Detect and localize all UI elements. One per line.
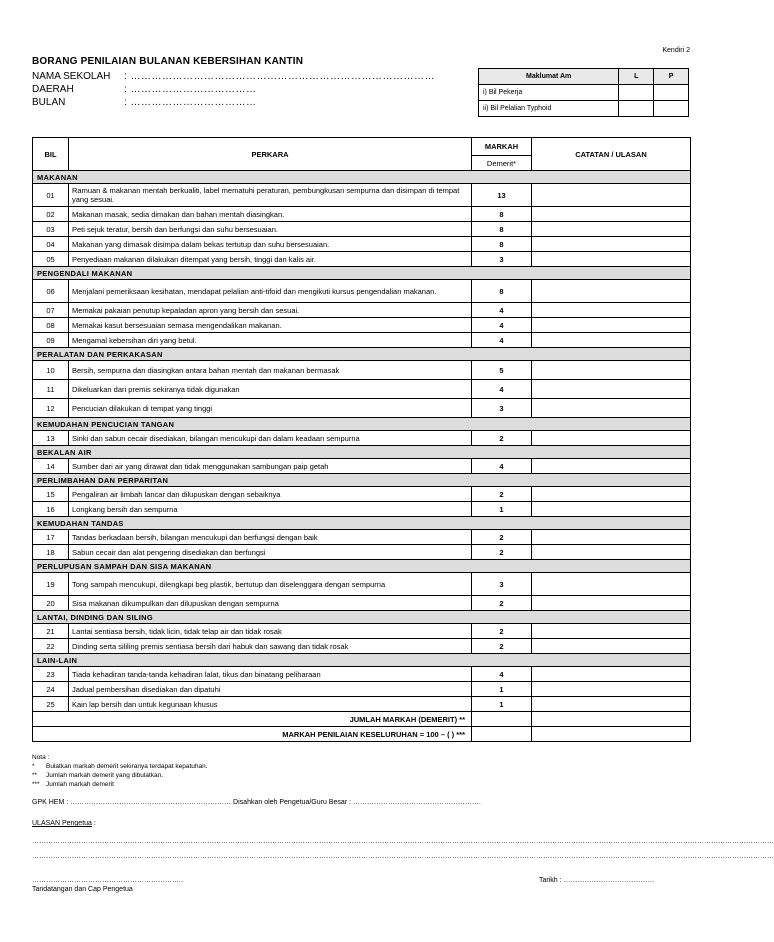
table-row — [33, 624, 691, 639]
info-table — [478, 68, 689, 117]
section-title: LANTAI, DINDING DAN SILING — [33, 611, 691, 624]
item-demerit-mark[interactable]: 2 — [472, 431, 532, 446]
item-description: Tiada kehadiran tanda-tanda kehadiran lalat, tikus dan binatang peliharaan — [69, 667, 472, 682]
header-perkara: PERKARA — [69, 138, 472, 171]
item-description: Lantai sentiasa bersih, tidak licin, tidak telap air dan tidak rosak — [69, 624, 472, 639]
item-remark-cell[interactable] — [532, 280, 691, 303]
table-row — [33, 639, 691, 654]
table-row — [33, 487, 691, 502]
item-remark-cell[interactable] — [532, 237, 691, 252]
notes-title: Nota : — [32, 754, 50, 761]
ulasan-line[interactable]: ………………………………………………………………………………………………………………………………………………………………………………………………………………………………………………………………………………………… — [32, 838, 774, 845]
item-number: 17 — [33, 530, 69, 545]
item-description: Pengaliran air limbah lancar dan dilupuskan dengan sebaiknya — [69, 487, 472, 502]
item-demerit-mark[interactable]: 2 — [472, 530, 532, 545]
item-demerit-mark[interactable]: 4 — [472, 459, 532, 474]
table-row — [33, 459, 691, 474]
section-title: MAKANAN — [33, 171, 691, 184]
item-description: Memakai kasut bersesuaian semasa mengendalikan makanan. — [69, 318, 472, 333]
item-description: Sabun cecair dan alat pengering disediakan dan berfungsi — [69, 545, 472, 560]
info-cell-l[interactable] — [619, 101, 654, 117]
item-number: 22 — [33, 639, 69, 654]
section-title: PENGENDALI MAKANAN — [33, 267, 691, 280]
table-row — [33, 596, 691, 611]
ulasan-heading: ULASAN Pengetua : — [32, 820, 96, 827]
item-description: Pencucian dilakukan di tempat yang tinggi — [69, 399, 472, 418]
item-remark-cell[interactable] — [532, 303, 691, 318]
field-label: DAERAH — [32, 84, 74, 95]
item-remark-cell[interactable] — [532, 252, 691, 267]
item-demerit-mark[interactable]: 2 — [472, 487, 532, 502]
field-label: BULAN — [32, 97, 66, 108]
info-header-p: P — [654, 69, 689, 85]
item-remark-cell[interactable] — [532, 207, 691, 222]
item-remark-cell[interactable] — [532, 545, 691, 560]
item-demerit-mark[interactable]: 13 — [472, 184, 532, 207]
info-cell-l[interactable] — [619, 85, 654, 101]
item-description: Penyediaan makanan dilakukan ditempat yang bersih, tinggi dan kalis air. — [69, 252, 472, 267]
section-title: LAIN-LAIN — [33, 654, 691, 667]
table-row — [33, 502, 691, 517]
table-row — [33, 222, 691, 237]
item-remark-cell[interactable] — [532, 459, 691, 474]
item-description: Menjalani pemeriksaan kesihatan, mendapat pelalian anti-tifoid dan mengikuti kursus pengendalian makanan. — [69, 280, 472, 303]
header-bil: BIL — [33, 138, 69, 171]
form-title: BORANG PENILAIAN BULANAN KEBERSIHAN KANTIN — [32, 56, 304, 67]
table-row — [33, 530, 691, 545]
overall-remark[interactable] — [532, 727, 691, 742]
item-number: 14 — [33, 459, 69, 474]
item-demerit-mark[interactable]: 3 — [472, 399, 532, 418]
table-row — [33, 667, 691, 682]
item-number: 11 — [33, 380, 69, 399]
note-item: ** Jumlah markah demerit yang dibulatkan. — [32, 772, 164, 779]
item-demerit-mark[interactable]: 8 — [472, 207, 532, 222]
field-nama-sekolah[interactable] — [32, 71, 435, 82]
item-remark-cell[interactable] — [532, 222, 691, 237]
item-demerit-mark[interactable]: 8 — [472, 280, 532, 303]
item-demerit-mark[interactable]: 1 — [472, 502, 532, 517]
table-row — [33, 184, 691, 207]
item-remark-cell[interactable] — [532, 184, 691, 207]
item-number: 08 — [33, 318, 69, 333]
item-number: 19 — [33, 573, 69, 596]
header-markah: MARKAH — [472, 138, 532, 156]
section-title: PERLUPUSAN SAMPAH DAN SISA MAKANAN — [33, 560, 691, 573]
gpk-signoff-line[interactable]: GPK HEM : …………………………………………………………… Disahkan oleh Pengetua/Guru Besar : ………………………………………………. — [32, 799, 481, 806]
item-number: 21 — [33, 624, 69, 639]
info-header-main: Maklumat Am — [479, 69, 619, 85]
section-row — [33, 654, 691, 667]
item-demerit-mark[interactable]: 1 — [472, 697, 532, 712]
notes — [32, 753, 208, 789]
item-number: 20 — [33, 596, 69, 611]
item-demerit-mark[interactable]: 2 — [472, 545, 532, 560]
section-row — [33, 517, 691, 530]
item-number: 05 — [33, 252, 69, 267]
item-number: 15 — [33, 487, 69, 502]
item-remark-cell[interactable] — [532, 487, 691, 502]
field-value[interactable]: : ……………………………… — [124, 97, 257, 108]
item-description: Bersih, sempurna dan diasingkan antara bahan mentah dan makanan bermasak — [69, 361, 472, 380]
item-remark-cell[interactable] — [532, 697, 691, 712]
item-description: Ramuan & makanan mentah berkualiti, label mematuhi peraturan, pembungkusan sempurna dan disimpan di tempat yang sesuai. — [69, 184, 472, 207]
table-row — [33, 380, 691, 399]
item-description: Sumber dari air yang dirawat dan tidak menggunakan sambungan paip getah — [69, 459, 472, 474]
section-row — [33, 611, 691, 624]
item-number: 24 — [33, 682, 69, 697]
section-title: KEMUDAHAN PENCUCIAN TANGAN — [33, 418, 691, 431]
item-demerit-mark[interactable]: 1 — [472, 682, 532, 697]
item-remark-cell[interactable] — [532, 530, 691, 545]
table-row — [33, 573, 691, 596]
section-row — [33, 474, 691, 487]
table-row — [33, 399, 691, 418]
total-value[interactable] — [472, 712, 532, 727]
table-body — [33, 171, 691, 712]
section-title: PERLIMBAHAN DAN PERPARITAN — [33, 474, 691, 487]
info-cell-p[interactable] — [654, 101, 689, 117]
item-number: 07 — [33, 303, 69, 318]
section-row — [33, 267, 691, 280]
item-remark-cell[interactable] — [532, 573, 691, 596]
signature-line[interactable]: ……………………………………………………….. — [32, 877, 183, 884]
field-value[interactable]: : ……………………………… — [124, 84, 257, 95]
item-number: 23 — [33, 667, 69, 682]
date-field[interactable]: Tarikh : ………………………………… — [539, 877, 655, 884]
table-row — [33, 697, 691, 712]
table-row — [33, 361, 691, 380]
header-catatan: CATATAN / ULASAN — [532, 138, 691, 171]
item-number: 16 — [33, 502, 69, 517]
item-demerit-mark[interactable]: 5 — [472, 361, 532, 380]
section-row — [33, 446, 691, 459]
item-remark-cell[interactable] — [532, 431, 691, 446]
item-description: Kain lap bersih dan untuk kegunaan khusus — [69, 697, 472, 712]
item-description: Sinki dan sabun cecair disediakan, bilangan mencukupi dan dalam keadaan sempurna — [69, 431, 472, 446]
table-row — [33, 303, 691, 318]
header-demerit: Demerit* — [472, 156, 532, 171]
item-remark-cell[interactable] — [532, 596, 691, 611]
section-row — [33, 560, 691, 573]
item-demerit-mark[interactable]: 2 — [472, 596, 532, 611]
item-remark-cell[interactable] — [532, 333, 691, 348]
overall-label: MARKAH PENILAIAN KESELURUHAN = 100 – ( ) *** — [33, 727, 472, 742]
field-daerah[interactable] — [32, 84, 257, 95]
item-demerit-mark[interactable]: 4 — [472, 667, 532, 682]
table-row — [33, 252, 691, 267]
item-number: 13 — [33, 431, 69, 446]
section-row — [33, 348, 691, 361]
item-demerit-mark[interactable]: 8 — [472, 222, 532, 237]
item-demerit-mark[interactable]: 4 — [472, 318, 532, 333]
item-description: Tandas berkadaan bersih, bilangan mencukupi dan berfungsi dengan baik — [69, 530, 472, 545]
item-number: 03 — [33, 222, 69, 237]
info-header-l: L — [619, 69, 654, 85]
item-remark-cell[interactable] — [532, 380, 691, 399]
item-description: Mengamal kebersihan diri yang betul. — [69, 333, 472, 348]
item-number: 04 — [33, 237, 69, 252]
item-demerit-mark[interactable]: 2 — [472, 639, 532, 654]
table-row — [33, 431, 691, 446]
item-description: Dikeluarkan dari premis sekiranya tidak digunakan — [69, 380, 472, 399]
section-row — [33, 171, 691, 184]
item-description: Longkang bersih dan sempurna — [69, 502, 472, 517]
item-remark-cell[interactable] — [532, 399, 691, 418]
total-remark[interactable] — [532, 712, 691, 727]
table-row — [33, 237, 691, 252]
item-number: 01 — [33, 184, 69, 207]
section-title: BEKALAN AIR — [33, 446, 691, 459]
item-demerit-mark[interactable]: 3 — [472, 252, 532, 267]
assessment-table — [32, 137, 691, 742]
item-number: 06 — [33, 280, 69, 303]
item-remark-cell[interactable] — [532, 667, 691, 682]
item-remark-cell[interactable] — [532, 318, 691, 333]
item-description: Sisa makanan dikumpulkan dan dilupuskan dengan sempurna — [69, 596, 472, 611]
item-remark-cell[interactable] — [532, 682, 691, 697]
total-label: JUMLAH MARKAH (DEMERIT) ** — [33, 712, 472, 727]
item-remark-cell[interactable] — [532, 502, 691, 517]
table-row — [33, 207, 691, 222]
note-item: *** Jumlah markah demerit — [32, 781, 114, 788]
item-demerit-mark[interactable]: 4 — [472, 303, 532, 318]
item-description: Makanan yang dimasak disimpa dalam bekas tertutup dan suhu bersesuaian. — [69, 237, 472, 252]
item-demerit-mark[interactable]: 4 — [472, 333, 532, 348]
ulasan-line[interactable]: ………………………………………………………………………………………………………………………………………………………………………………………………………………………………………………………………………………………… — [32, 853, 774, 860]
item-remark-cell[interactable] — [532, 361, 691, 380]
item-number: 09 — [33, 333, 69, 348]
item-number: 25 — [33, 697, 69, 712]
item-number: 18 — [33, 545, 69, 560]
table-row — [33, 333, 691, 348]
info-cell-p[interactable] — [654, 85, 689, 101]
table-row — [33, 280, 691, 303]
item-number: 02 — [33, 207, 69, 222]
signature-label: Tandatangan dan Cap Pengetua — [32, 886, 133, 893]
item-number: 12 — [33, 399, 69, 418]
note-item: * Bulatkan markah demerit sekiranya terdapat kepatuhan. — [32, 763, 208, 770]
section-row — [33, 418, 691, 431]
item-demerit-mark[interactable]: 2 — [472, 624, 532, 639]
field-value[interactable]: : …………………………………………………………………………… — [124, 71, 436, 82]
section-title: PERALATAN DAN PERKAKASAN — [33, 348, 691, 361]
item-remark-cell[interactable] — [532, 639, 691, 654]
table-row — [33, 318, 691, 333]
item-description: Tong sampah mencukupi, dilengkapi beg plastik, bertutup dan diselenggara dengan sempurna — [69, 573, 472, 596]
item-demerit-mark[interactable]: 4 — [472, 380, 532, 399]
item-remark-cell[interactable] — [532, 624, 691, 639]
field-bulan[interactable] — [32, 97, 257, 108]
field-label: NAMA SEKOLAH — [32, 71, 111, 82]
item-demerit-mark[interactable]: 8 — [472, 237, 532, 252]
table-row — [33, 682, 691, 697]
info-row-label: ii) Bil Pelalian Typhoid — [479, 101, 619, 117]
item-description: Memakai pakaian penutup kepaladan apron yang bersih dan sesuai. — [69, 303, 472, 318]
item-description: Peti sejuk teratur, bersih dan berfungsi dan suhu bersesuaian. — [69, 222, 472, 237]
item-demerit-mark[interactable]: 3 — [472, 573, 532, 596]
item-description: Makanan masak, sedia dimakan dan bahan mentah diasingkan. — [69, 207, 472, 222]
item-number: 10 — [33, 361, 69, 380]
overall-value[interactable] — [472, 727, 532, 742]
item-description: Jadual pembersihan disediakan dan dipatuhi — [69, 682, 472, 697]
section-title: KEMUDAHAN TANDAS — [33, 517, 691, 530]
page-reference: Kendiri 2 — [662, 47, 690, 54]
info-row-label: i) Bil Pekerja — [479, 85, 619, 101]
table-row — [33, 545, 691, 560]
item-description: Dinding serta sililing premis sentiasa bersih dari habuk dan sawang dan tidak rosak — [69, 639, 472, 654]
